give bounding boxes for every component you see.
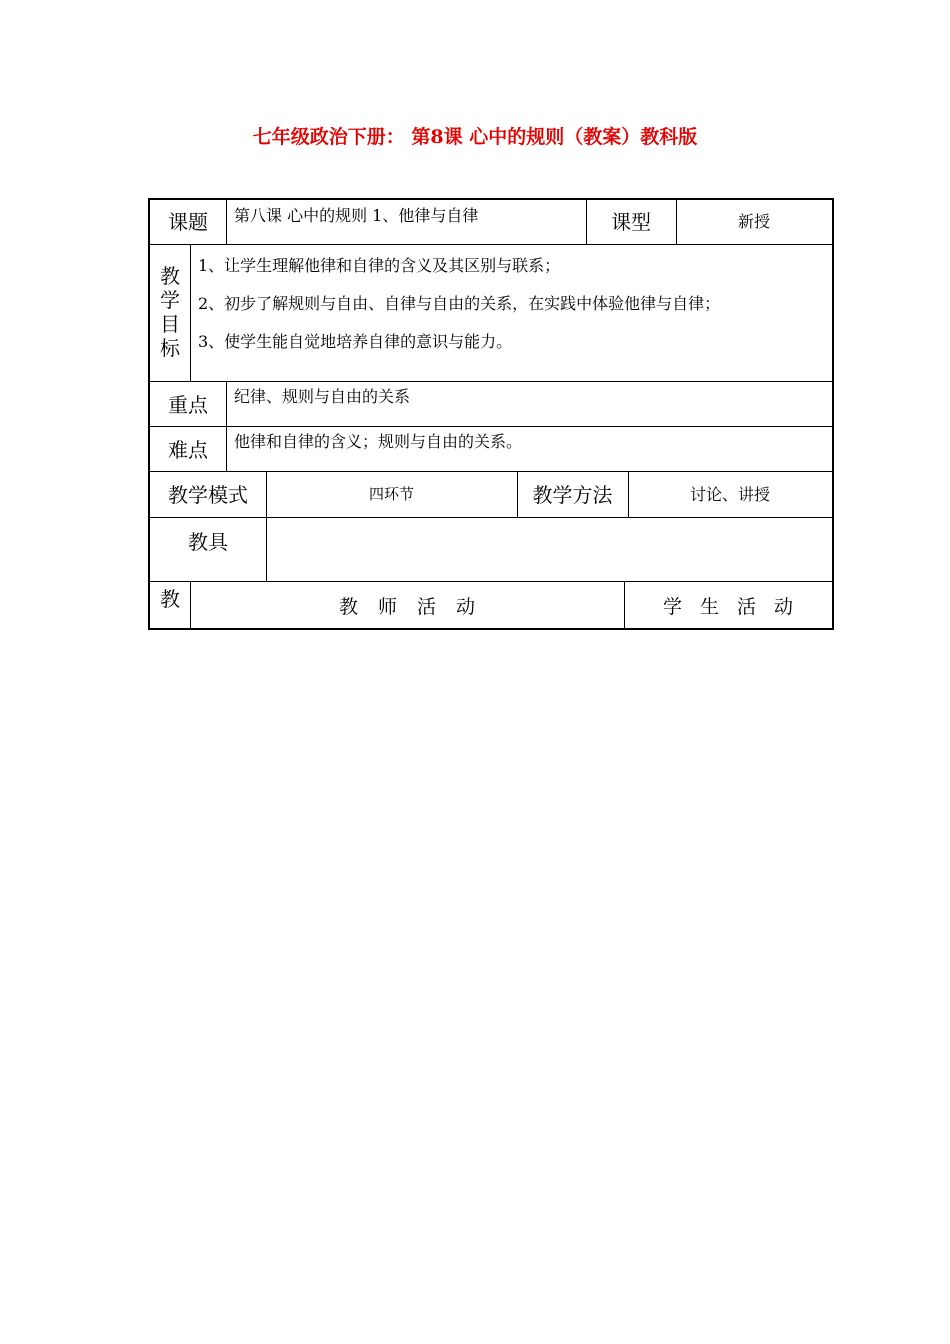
lesson-plan-table [148,198,834,630]
topic-label: 课题 [168,210,208,234]
teaching-tools-label: 教具 [188,530,228,554]
goal-item: 1、让学生理解他律和自律的含义及其区别与联系； [198,256,561,275]
document-title: 七年级政治下册： 第8课 心中的规则（教案）教科版 [252,126,698,148]
student-activity-header [624,598,832,617]
student-activity-text: 学 生 活 动 [662,596,794,618]
teaching-method-label: 教学方法 [532,483,613,507]
row-divider [150,471,832,472]
teacher-activity-header [190,598,624,617]
goal-item: 2、初步了解规则与自由、自律与自由的关系，在实践中体验他律与自律； [198,294,721,313]
goals-list [198,258,830,368]
activity-row-label: 教 [160,587,180,611]
goal-item: 3、使学生能自觉地培养自律的意识与能力。 [198,332,513,351]
topic-value: 第八课 心中的规则 1、他律与自律 [234,206,479,225]
key-point-label: 重点 [168,393,208,417]
row-divider [150,244,832,245]
difficult-point-label: 难点 [168,438,208,462]
row-divider [150,381,832,382]
goals-label-char: 学 [160,288,180,312]
key-point-value: 纪律、规则与自由的关系 [234,387,411,406]
row-divider [150,581,832,582]
goals-label [150,264,190,360]
row-divider [150,426,832,427]
goals-label-char: 目 [160,312,180,336]
teacher-activity-text: 教 师 活 动 [338,596,476,618]
teaching-mode-value: 四环节 [368,485,414,503]
goals-label-char: 教 [160,264,180,288]
lesson-type-value: 新授 [737,212,770,231]
col-divider [266,517,267,581]
teaching-mode-label: 教学模式 [168,483,248,507]
lesson-type-label: 课型 [611,210,651,234]
col-divider [190,244,191,381]
teaching-method-value: 讨论、讲授 [689,485,770,504]
goals-label-char: 标 [160,336,180,360]
row-divider [150,517,832,518]
col-divider [226,381,227,471]
difficult-point-value: 他律和自律的含义；规则与自由的关系。 [234,432,523,451]
col-divider [226,200,227,244]
